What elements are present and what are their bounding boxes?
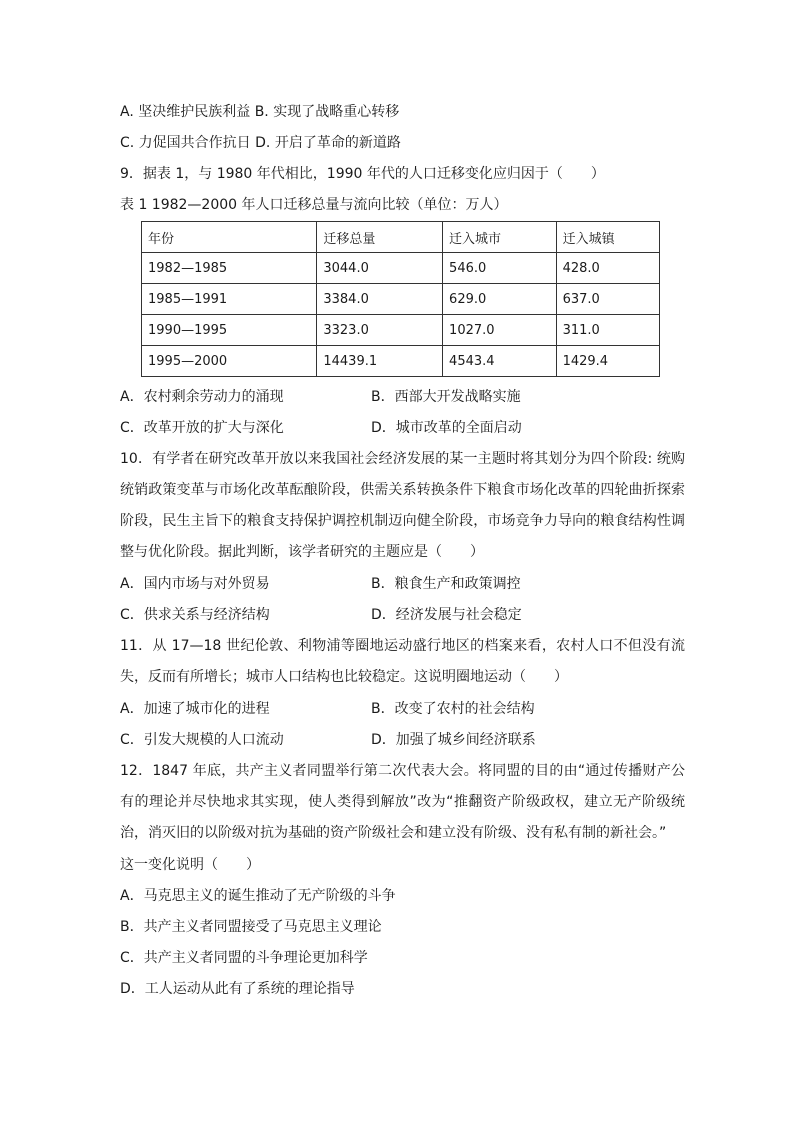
q10-option-d: D．经济发展与社会稳定 <box>371 607 522 623</box>
table-cell: 637.0 <box>556 284 659 315</box>
q12-stem: 12．1847 年底，共产主义者同盟举行第二次代表大会。将同盟的目的由“通过传播财产公有的理论并尽快地求其实现，使人类得到解放”改为“推翻资产阶级政权，建立无产阶级统治，消灭旧的以阶级对抗为基础的资产阶级社会和建立没有阶级、没有私有制的新社会。” <box>120 763 685 841</box>
q10-option-b: B．粮食生产和政策调控 <box>371 576 521 592</box>
q9-option-a: A．农村剩余劳动力的涌现 <box>120 389 284 405</box>
q10-option-c: C．供求关系与经济结构 <box>120 607 270 623</box>
q10-option-a: A．国内市场与对外贸易 <box>120 576 270 592</box>
table-cell: 1985—1991 <box>142 284 317 315</box>
table-cell: 1982—1985 <box>142 253 317 284</box>
q11-option-c: C．引发大规模的人口流动 <box>120 732 284 748</box>
table-cell: 3323.0 <box>317 315 443 346</box>
table-header-cell: 迁移总量 <box>317 222 443 253</box>
q8-options-row-1 <box>120 102 399 122</box>
q8-option-c: C. 力促国共合作抗日 <box>120 135 251 151</box>
q9-option-b: B．西部大开发战略实施 <box>371 389 521 405</box>
q8-option-a: A. 坚决维护民族利益 <box>120 104 251 120</box>
table-cell: 14439.1 <box>317 346 443 377</box>
q8-options-row-2 <box>120 133 401 153</box>
q9-option-c: C．改革开放的扩大与深化 <box>120 420 284 436</box>
q9-option-d: D．城市改革的全面启动 <box>371 420 522 436</box>
table-cell: 428.0 <box>556 253 659 284</box>
table-cell: 546.0 <box>443 253 557 284</box>
q12-stem-ending: 这一变化说明（ ） <box>120 857 260 873</box>
table-cell: 629.0 <box>443 284 557 315</box>
table-row <box>142 284 660 315</box>
table-cell: 1027.0 <box>443 315 557 346</box>
q12-option-a: A．马克思主义的诞生推动了无产阶级的斗争 <box>120 888 396 904</box>
q11-stem: 11．从 17—18 世纪伦敦、利物浦等圈地运动盛行地区的档案来看，农村人口不但没有流失，反而有所增长；城市人口结构也比较稳定。这说明圈地运动（ ） <box>120 638 685 685</box>
table-cell: 3044.0 <box>317 253 443 284</box>
table-row <box>142 346 660 377</box>
table-cell: 1995—2000 <box>142 346 317 377</box>
q12-option-b: B．共产主义者同盟接受了马克思主义理论 <box>120 919 382 935</box>
q12-option-c: C．共产主义者同盟的斗争理论更加科学 <box>120 950 368 966</box>
table-header-cell: 年份 <box>142 222 317 253</box>
table-cell: 4543.4 <box>443 346 557 377</box>
q11-option-b: B．改变了农村的社会结构 <box>371 701 535 717</box>
q10-stem: 10．有学者在研究改革开放以来我国社会经济发展的某一主题时将其划分为四个阶段: 统购统销政策变革与市场化改革酝酿阶段，供需关系转换条件下粮食市场化改革的四轮曲折探索阶段，民生主旨下的粮食支持保护调控机制迈向健全阶段，市场竞争力导向的粮食结构性调整与优化阶段。据此判断，该学者研究的主题应是（ ） <box>120 451 685 560</box>
table-cell: 3384.0 <box>317 284 443 315</box>
table-row <box>142 253 660 284</box>
q11-option-d: D．加强了城乡间经济联系 <box>371 732 536 748</box>
table-header-cell: 迁入城市 <box>443 222 557 253</box>
table-header-row <box>142 222 660 253</box>
q8-option-b: B. 实现了战略重心转移 <box>254 104 400 120</box>
q12-option-d: D．工人运动从此有了系统的理论指导 <box>120 981 355 997</box>
q11-option-a: A．加速了城市化的进程 <box>120 701 270 717</box>
table-cell: 1990—1995 <box>142 315 317 346</box>
table-row <box>142 315 660 346</box>
q9-stem: 9．据表 1，与 1980 年代相比，1990 年代的人口迁移变化应归因于（ ） <box>120 166 605 182</box>
table-cell: 1429.4 <box>556 346 659 377</box>
q8-option-d: D. 开启了革命的新道路 <box>255 135 401 151</box>
migration-table <box>141 221 660 377</box>
q9-table-caption: 表 1 1982—2000 年人口迁移总量与流向比较（单位：万人） <box>120 197 508 213</box>
table-header-cell: 迁入城镇 <box>556 222 659 253</box>
table-cell: 311.0 <box>556 315 659 346</box>
